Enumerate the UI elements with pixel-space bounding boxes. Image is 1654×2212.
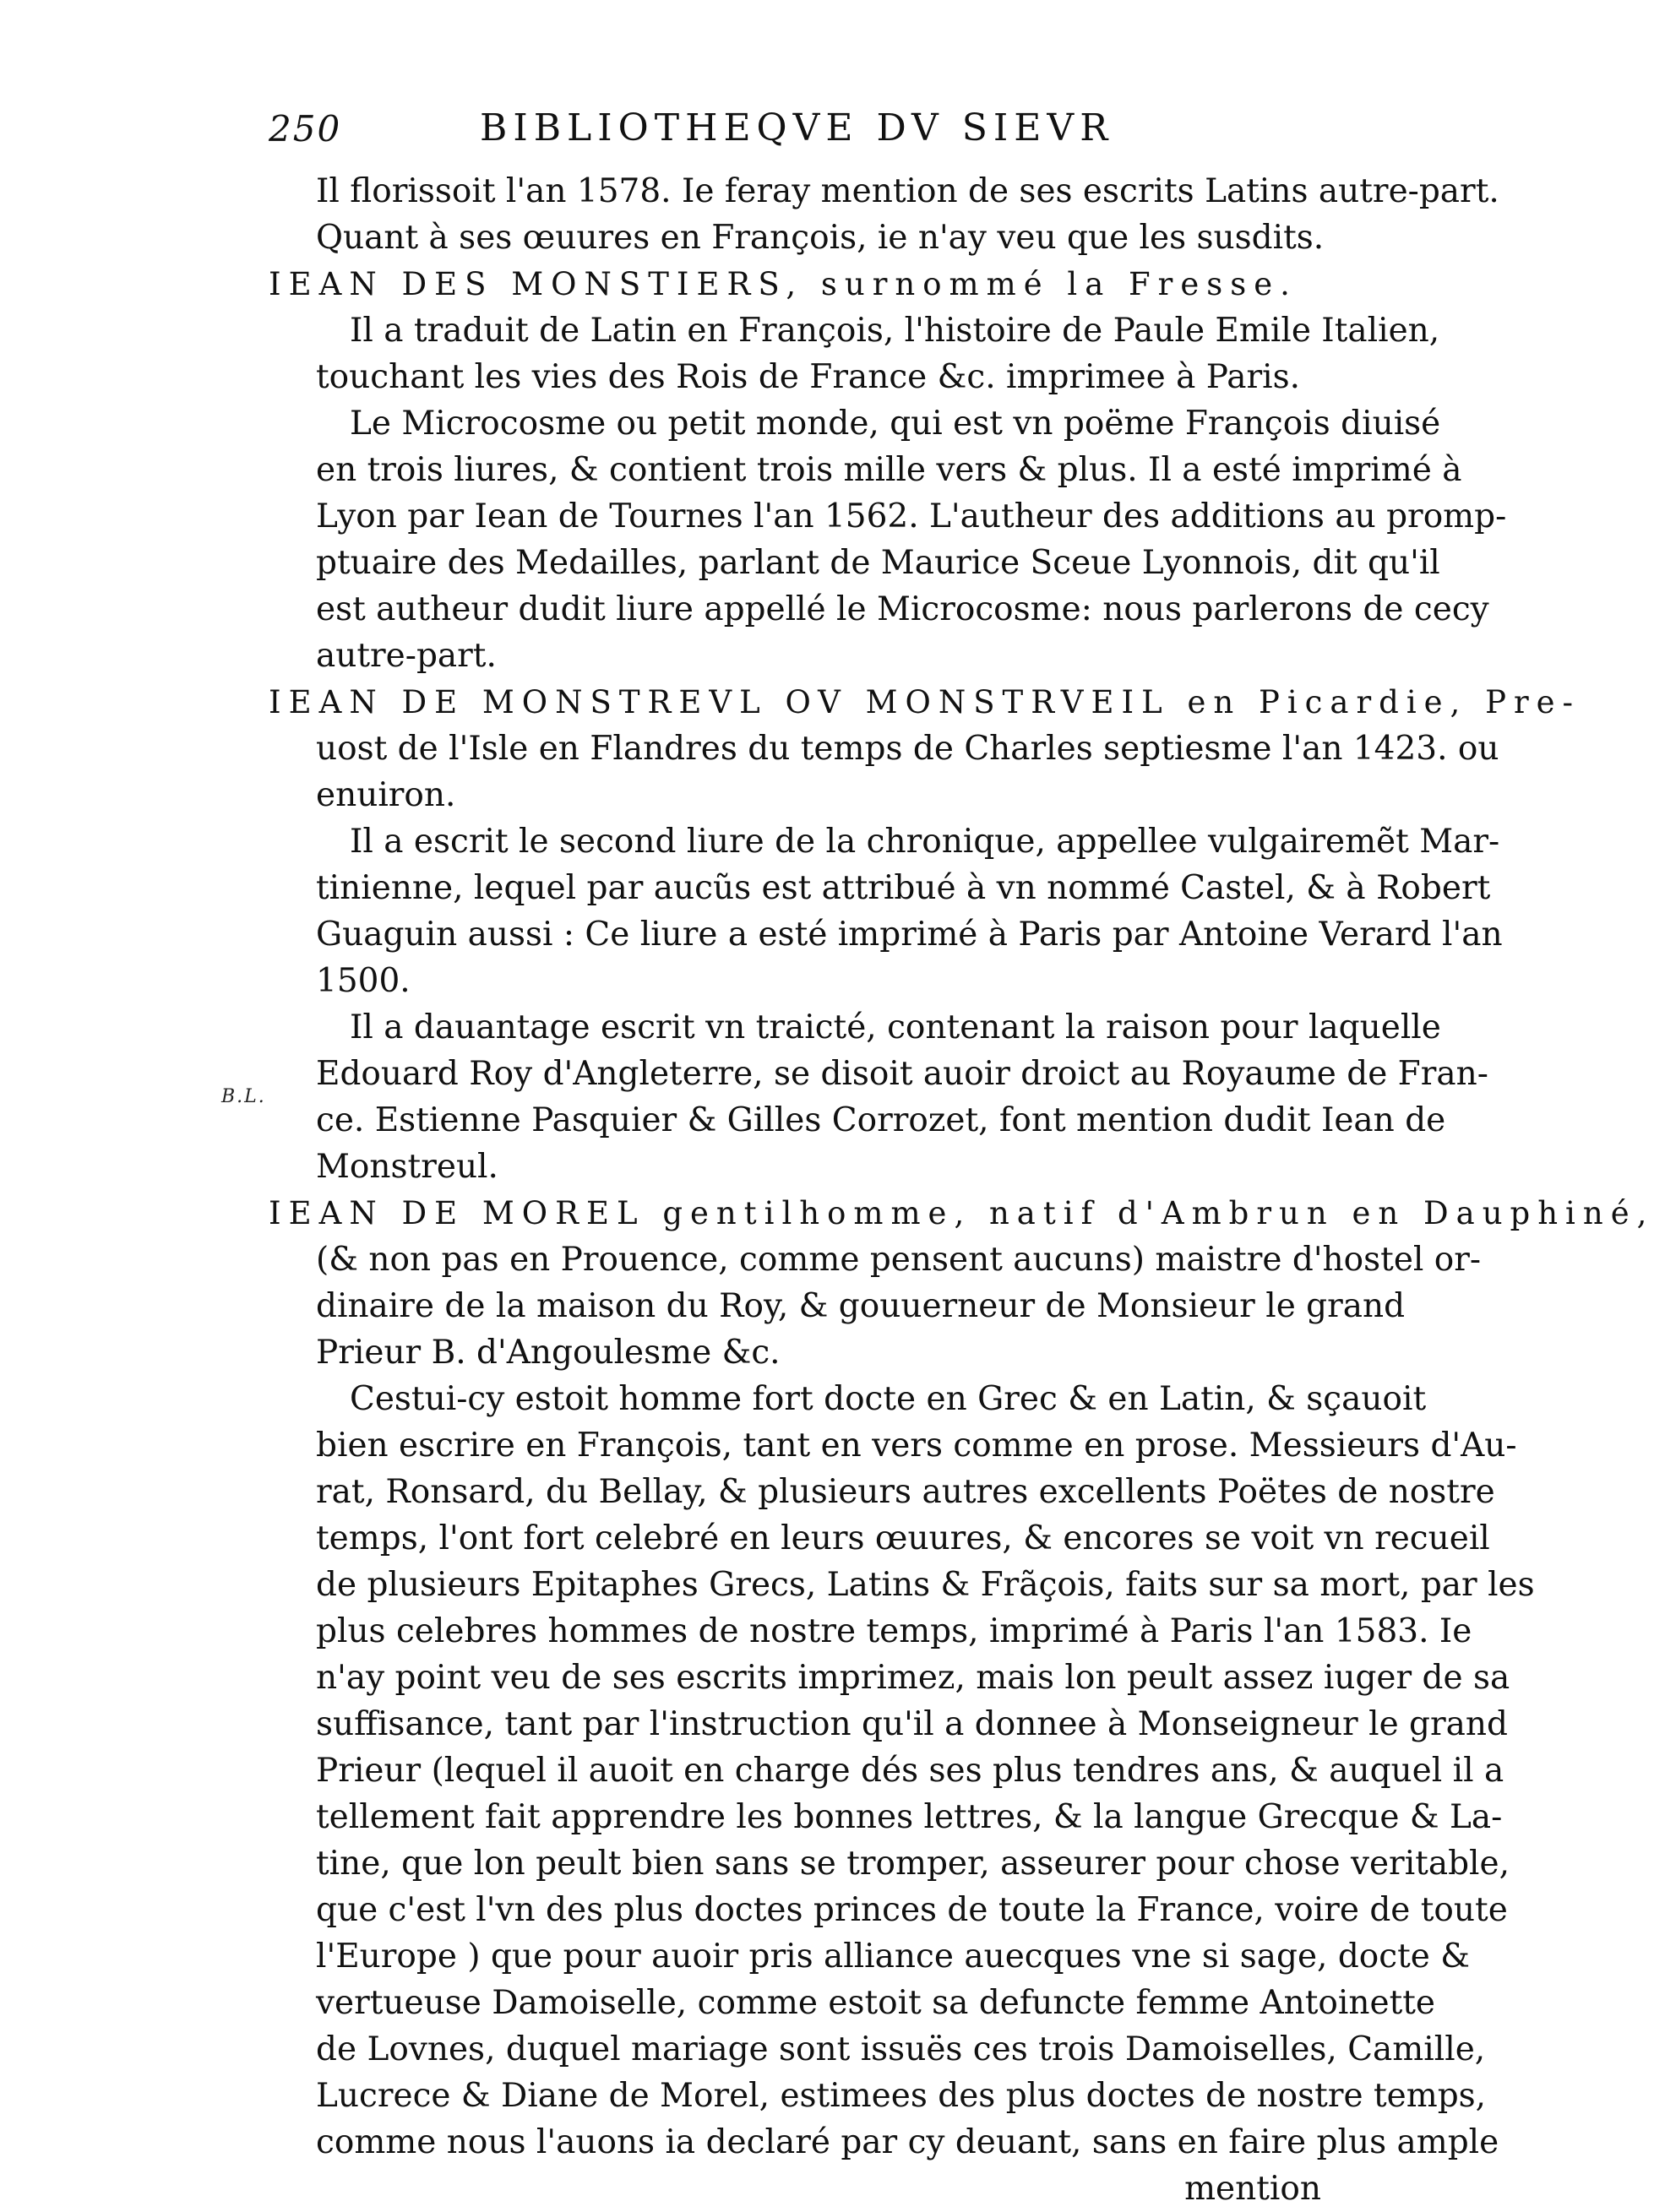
text-line: n'ay point veu de ses escrits imprimez, mais lon peult assez iuger de sa — [316, 1659, 1510, 1697]
text-line: Lyon par Iean de Tournes l'an 1562. L'autheur des additions au promp- — [316, 497, 1507, 535]
text-line: l'Europe ) que pour auoir pris alliance auecques vne si sage, docte & — [316, 1938, 1470, 1976]
text-line: Quant à ses œuures en François, ie n'ay veu que les susdits. — [316, 219, 1325, 257]
entry-heading-de-morel: IEAN DE MOREL gentilhomme, natif d'Ambrun en Dauphiné, — [269, 1195, 1654, 1231]
margin-note: B.L. — [221, 1086, 266, 1107]
text-line: Guaguin aussi : Ce liure a esté imprimé à Paris par Antoine Verard l'an — [316, 916, 1503, 954]
page-number: 250 — [269, 108, 342, 149]
text-line: vertueuse Damoiselle, comme estoit sa defuncte femme Antoinette — [316, 1984, 1436, 2022]
text-line: ptuaire des Medailles, parlant de Maurice Sceue Lyonnois, dit qu'il — [316, 544, 1440, 582]
text-line: Il florissoit l'an 1578. Ie feray mention de ses escrits Latins autre-part. — [316, 172, 1499, 210]
text-line: dinaire de la maison du Roy, & gouuerneur de Monsieur le grand — [316, 1287, 1406, 1325]
text-line: bien escrire en François, tant en vers comme en prose. Messieurs d'Au- — [316, 1427, 1517, 1465]
text-line: Cestui-cy estoit homme fort docte en Grec & en Latin, & sçauoit — [350, 1380, 1427, 1418]
running-title: BIBLIOTHEQVE DV SIEVR — [480, 106, 1114, 149]
text-line: tellement fait apprendre les bonnes lettres, & la langue Grecque & La- — [316, 1798, 1503, 1836]
text-line: est autheur dudit liure appellé le Microcosme: nous parlerons de cecy — [316, 590, 1489, 628]
text-line: autre-part. — [316, 637, 497, 675]
text-line: Le Microcosme ou petit monde, qui est vn poëme François diuisé — [350, 405, 1441, 443]
text-line: enuiron. — [316, 776, 456, 814]
text-line: rat, Ronsard, du Bellay, & plusieurs autres excellents Poëtes de nostre — [316, 1473, 1495, 1511]
text-line: (& non pas en Prouence, comme pensent aucuns) maistre d'hostel or- — [316, 1241, 1482, 1279]
text-line: de plusieurs Epitaphes Grecs, Latins & Frãçois, faits sur sa mort, par les — [316, 1566, 1535, 1604]
text-line: Prieur B. d'Angoulesme &c. — [316, 1334, 781, 1372]
text-line: uost de l'Isle en Flandres du temps de Charles septiesme l'an 1423. ou — [316, 730, 1499, 768]
catchword: mention — [1184, 2170, 1321, 2208]
text-line: que c'est l'vn des plus doctes princes de toute la France, voire de toute — [316, 1891, 1508, 1929]
text-line: Lucrece & Diane de Morel, estimees des plus doctes de nostre temps, — [316, 2077, 1487, 2115]
text-line: Edouard Roy d'Angleterre, se disoit auoir droict au Royaume de Fran- — [316, 1055, 1488, 1093]
text-line: plus celebres hommes de nostre temps, imprimé à Paris l'an 1583. Ie — [316, 1612, 1472, 1650]
text-line: ce. Estienne Pasquier & Gilles Corrozet, font mention dudit Iean de — [316, 1101, 1446, 1139]
text-line: de Lovnes, duquel mariage sont issuës ces trois Damoiselles, Camille, — [316, 2030, 1486, 2068]
entry-heading-des-monstiers: IEAN DES MONSTIERS, surnommé la Fresse. — [269, 266, 1298, 302]
text-line: suffisance, tant par l'instruction qu'il a donnee à Monseigneur le grand — [316, 1705, 1508, 1743]
text-line: comme nous l'auons ia declaré par cy deuant, sans en faire plus ample — [316, 2123, 1499, 2161]
text-line: Il a traduit de Latin en François, l'histoire de Paule Emile Italien, — [350, 312, 1440, 350]
text-line: 1500. — [316, 962, 411, 1000]
page-header — [269, 108, 1164, 159]
entry-heading-de-monstrevl: IEAN DE MONSTREVL OV MONSTRVEIL en Picardie, Pre- — [269, 684, 1581, 720]
body-text — [269, 168, 1654, 2212]
text-line: Prieur (lequel il auoit en charge dés ses plus tendres ans, & auquel il a — [316, 1752, 1504, 1790]
text-line: tine, que lon peult bien sans se tromper, asseurer pour chose veritable, — [316, 1845, 1510, 1883]
text-line: touchant les vies des Rois de France &c. imprimee à Paris. — [316, 358, 1300, 396]
text-line: Il a dauantage escrit vn traicté, contenant la raison pour laquelle — [350, 1008, 1441, 1046]
text-line: en trois liures, & contient trois mille vers & plus. Il a esté imprimé à — [316, 451, 1462, 489]
text-line: temps, l'ont fort celebré en leurs œuures, & encores se voit vn recueil — [316, 1519, 1490, 1557]
text-line: tinienne, lequel par aucũs est attribué à vn nommé Castel, & à Robert — [316, 869, 1491, 907]
text-line: Il a escrit le second liure de la chronique, appellee vulgairemẽt Mar- — [350, 823, 1500, 861]
text-line: Monstreul. — [316, 1148, 498, 1186]
